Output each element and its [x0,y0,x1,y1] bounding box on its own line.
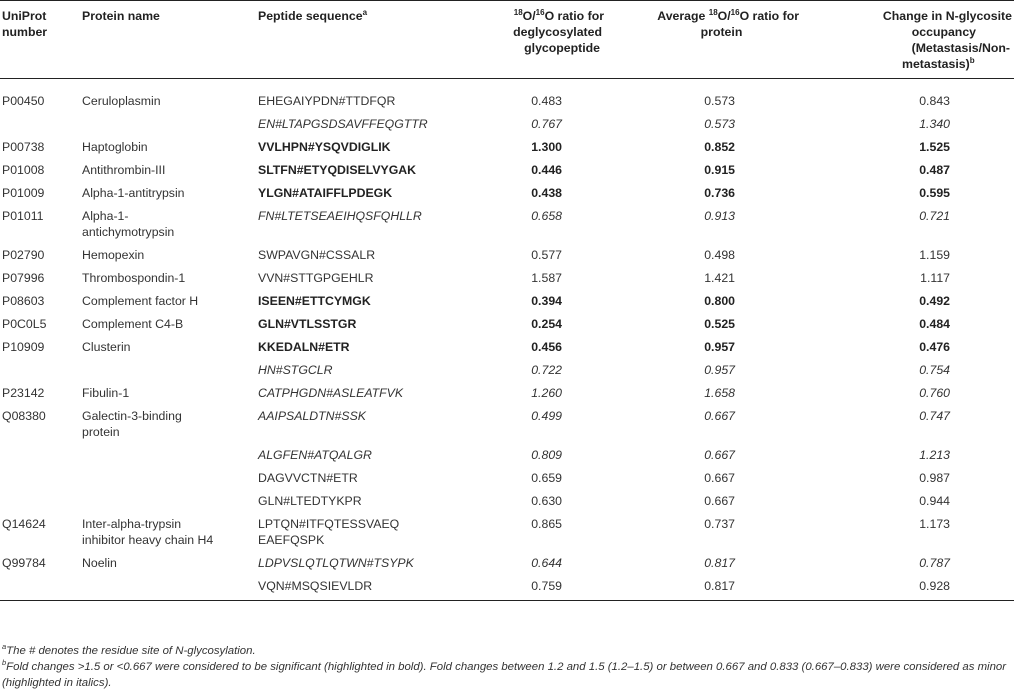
table-row [0,489,1014,512]
cell-deglyco-ratio: 0.759 [454,574,610,601]
cell-uniprot [0,466,78,489]
cell-change-occupancy: 0.754 [919,363,950,377]
table-row [0,574,1014,601]
cell-change-occupancy: 0.787 [919,556,950,570]
cell-average-ratio: 0.667 [704,448,735,462]
cell-uniprot: P23142 [2,386,45,400]
cell-average-ratio: 0.817 [704,556,735,570]
cell-deglyco-ratio: 0.659 [531,471,562,485]
cell-uniprot: Q99784 [2,556,46,570]
cell-deglyco-ratio: 0.865 [531,517,562,531]
cell-peptide-sequence: VVLHPN#YSQVDIGLIK [258,140,391,154]
table-row [0,158,1014,181]
cell-peptide-sequence: LPTQN#ITFQTESSVAEQ EAEFQSPK [258,517,400,547]
cell-peptide-sequence: ISEEN#ETTCYMGK [258,294,371,308]
cell-uniprot [0,443,78,466]
cell-peptide-sequence: GLN#VTLSSTGR [258,317,357,331]
cell-protein-name [78,443,254,466]
cell-deglyco-ratio: 0.499 [531,409,562,423]
cell-deglyco-ratio: 0.483 [531,94,562,108]
table-row [0,512,1014,551]
cell-change-occupancy: 0.476 [919,340,950,354]
cell-average-ratio: 0.957 [704,340,735,354]
cell-peptide-sequence: VQN#MSQSIEVLDR [254,574,454,601]
cell-average-ratio: 0.736 [704,186,735,200]
cell-uniprot: Q14624 [2,517,46,531]
header-uniprot: UniProt number [0,1,78,79]
cell-uniprot: P01009 [2,186,45,200]
cell-protein-name: Alpha-1- antichymotrypsin [82,209,175,239]
header-change-occupancy: Change in N-glycosite occupancy (Metastasis/Non- metastasis)$^b$ [811,1,1014,79]
table-row [0,358,1014,381]
cell-peptide-sequence: AAIPSALDTN#SSK [258,409,366,423]
header-average-ratio: Average $^{18}$O/$^{16}$O ratio for protein [610,1,811,79]
cell-uniprot [0,358,78,381]
cell-protein-name: Inter-alpha-trypsin inhibitor heavy chain H4 [82,517,214,547]
cell-protein-name: Fibulin-1 [82,386,130,400]
cell-uniprot: P07996 [2,271,45,285]
cell-deglyco-ratio: 0.456 [531,340,562,354]
footnote-a: $^a$The # denotes the residue site of N-glycosylation. [2,642,256,657]
cell-uniprot [0,112,78,135]
cell-peptide-sequence: CATPHGDN#ASLEATFVK [258,386,404,400]
cell-deglyco-ratio: 0.577 [531,248,562,262]
cell-peptide-sequence: ALGFEN#ATQALGR [258,448,372,462]
cell-change-occupancy: 0.484 [919,317,950,331]
table-row [0,404,1014,443]
table-row [0,443,1014,466]
cell-peptide-sequence: DAGVVCTN#ETR [258,471,358,485]
table-row [0,243,1014,266]
cell-protein-name [78,489,254,512]
cell-change-occupancy: 1.117 [920,271,950,285]
cell-change-occupancy: 1.525 [919,140,950,154]
table-row [0,289,1014,312]
cell-change-occupancy: 0.944 [919,494,950,508]
cell-uniprot: P02790 [2,248,45,262]
cell-protein-name: Ceruloplasmin [82,94,161,108]
cell-average-ratio: 0.957 [704,363,735,377]
cell-uniprot: P01008 [2,163,45,177]
cell-deglyco-ratio: 0.438 [531,186,562,200]
table-row [0,79,1014,113]
cell-average-ratio: 0.817 [610,574,811,601]
cell-change-occupancy: 0.987 [919,471,950,485]
header-peptide-sequence: Peptide sequence$^a$ [254,1,454,79]
cell-protein-name: Noelin [82,556,117,570]
cell-deglyco-ratio: 0.658 [531,209,562,223]
cell-average-ratio: 0.573 [704,117,735,131]
cell-peptide-sequence: YLGN#ATAIFFLPDEGK [258,186,393,200]
cell-peptide-sequence: KKEDALN#ETR [258,340,350,354]
cell-change-occupancy: 0.760 [919,386,950,400]
cell-deglyco-ratio: 1.587 [531,271,562,285]
cell-uniprot [0,574,78,601]
cell-deglyco-ratio: 1.300 [531,140,562,154]
cell-uniprot: P00738 [2,140,45,154]
cell-deglyco-ratio: 0.644 [531,556,562,570]
table-row [0,266,1014,289]
cell-protein-name [78,112,254,135]
cell-deglyco-ratio: 0.767 [531,117,562,131]
cell-protein-name [78,574,254,601]
cell-protein-name: Alpha-1-antitrypsin [82,186,185,200]
cell-change-occupancy: 0.843 [919,94,950,108]
cell-average-ratio: 0.913 [704,209,735,223]
cell-peptide-sequence: LDPVSLQTLQTWN#TSYPK [258,556,414,570]
table-row [0,135,1014,158]
cell-deglyco-ratio: 0.446 [531,163,562,177]
cell-change-occupancy: 0.928 [811,574,1014,601]
cell-average-ratio: 1.421 [704,271,735,285]
cell-average-ratio: 0.525 [704,317,735,331]
cell-protein-name: Complement C4-B [82,317,184,331]
cell-peptide-sequence: SWPAVGN#CSSALR [258,248,376,262]
cell-average-ratio: 0.800 [704,294,735,308]
cell-deglyco-ratio: 0.630 [531,494,562,508]
cell-uniprot [0,489,78,512]
header-deglyco-ratio: $^{18}$O/$^{16}$O ratio for deglycosylated glycopeptide [454,1,610,79]
cell-protein-name: Complement factor H [82,294,199,308]
header-protein-name: Protein name [78,1,254,79]
cell-protein-name: Clusterin [82,340,131,354]
cell-change-occupancy: 0.721 [919,209,950,223]
table-row [0,466,1014,489]
cell-change-occupancy: 0.492 [919,294,950,308]
table-row [0,335,1014,358]
cell-uniprot: P01011 [2,209,44,223]
cell-change-occupancy: 0.595 [919,186,950,200]
cell-average-ratio: 0.737 [704,517,735,531]
cell-peptide-sequence: HN#STGCLR [258,363,333,377]
table-header [0,1,1014,79]
cell-change-occupancy: 0.747 [919,409,950,423]
cell-protein-name: Galectin-3-binding protein [82,409,182,439]
cell-average-ratio: 0.667 [704,471,735,485]
cell-protein-name: Antithrombin-III [82,163,166,177]
footnote-b: $^b$Fold changes >1.5 or <0.667 were considered to be significant (highlighted in bold). Fold changes between 1.2 and 1.5 (1.2–1.5) or between 0.667 and 0.833 (0.667–0.833) were considered as minor (highlighted in italics). [2,658,1007,689]
cell-protein-name: Hemopexin [82,248,145,262]
cell-average-ratio: 0.852 [704,140,735,154]
cell-protein-name [78,466,254,489]
cell-uniprot: P0C0L5 [2,317,47,331]
cell-deglyco-ratio: 0.722 [531,363,562,377]
cell-uniprot: Q08380 [2,409,46,423]
cell-average-ratio: 0.915 [704,163,735,177]
cell-peptide-sequence: FN#LTETSEAEIHQSFQHLLR [258,209,422,223]
cell-change-occupancy: 1.159 [919,248,950,262]
cell-peptide-sequence: SLTFN#ETYQDISELVYGAK [258,163,417,177]
cell-deglyco-ratio: 1.260 [531,386,562,400]
cell-protein-name [78,358,254,381]
cell-change-occupancy: 1.173 [919,517,950,531]
cell-average-ratio: 0.667 [704,409,735,423]
cell-uniprot: P00450 [2,94,45,108]
cell-uniprot: P10909 [2,340,45,354]
cell-uniprot: P08603 [2,294,45,308]
cell-deglyco-ratio: 0.254 [531,317,562,331]
cell-average-ratio: 0.573 [704,94,735,108]
table-row [0,112,1014,135]
footnotes [2,643,1010,691]
cell-peptide-sequence: EN#LTAPGSDSAVFFEQGTTR [258,117,428,131]
cell-average-ratio: 1.658 [704,386,735,400]
table-body [0,79,1014,601]
cell-average-ratio: 0.667 [704,494,735,508]
cell-average-ratio: 0.498 [704,248,735,262]
table-row [0,181,1014,204]
cell-change-occupancy: 0.487 [919,163,950,177]
table-row [0,312,1014,335]
cell-peptide-sequence: GLN#LTEDTYKPR [258,494,362,508]
cell-deglyco-ratio: 0.809 [531,448,562,462]
table-row [0,204,1014,243]
cell-protein-name: Haptoglobin [82,140,148,154]
table-row [0,551,1014,574]
cell-deglyco-ratio: 0.394 [531,294,562,308]
cell-change-occupancy: 1.340 [919,117,950,131]
cell-protein-name: Thrombospondin-1 [82,271,186,285]
cell-peptide-sequence: VVN#STTGPGEHLR [258,271,374,285]
cell-peptide-sequence: EHEGAIYPDN#TTDFQR [258,94,396,108]
cell-change-occupancy: 1.213 [919,448,950,462]
table-row [0,381,1014,404]
